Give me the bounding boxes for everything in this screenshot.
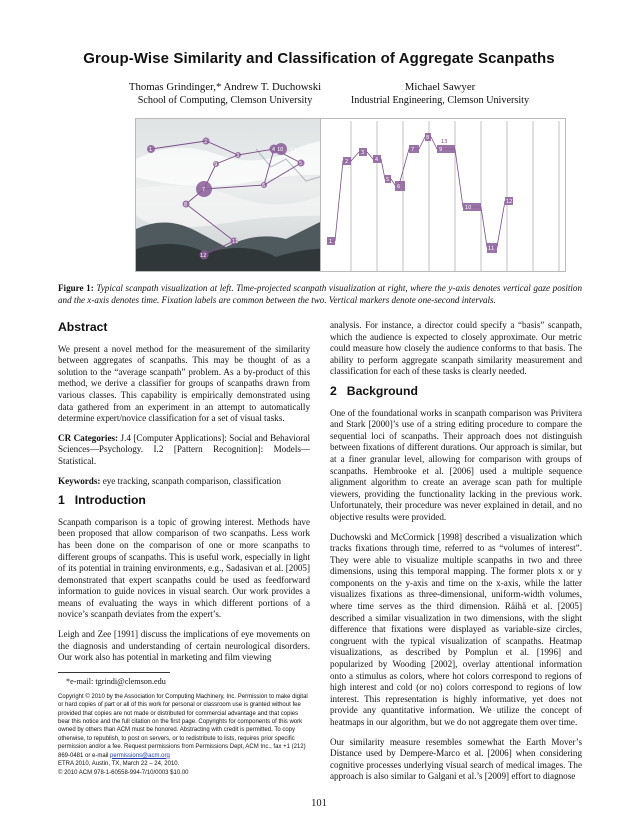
right-label-3: 3: [361, 150, 365, 156]
keywords-label: Keywords:: [58, 475, 101, 486]
background-paragraph-2: Duchowski and McCormick [1998] described a visualization which tracks fixations through time, referred to as “volumes of interest”. They were able to visualize multiple scanpaths in two and three dimensions, using this temporal mapping. The former plots x or y components on the y-axis and time on the x-axis, while the latter visualizes fixations as three-dimensional, uniform-width volumes, where time serves as the third dimension. Räihä et al. [2005] described a similar visualization in two dimensions, with the slight difference that fixations were displayed as variable-size circles, congruent with the typical visualization of scanpaths. Heatmap visualizations, as described by Pomplun et al. [1996] and popularized by Wooding [2002], overlay attentional information onto a stimulus as colors, where hot colors correspond to regions of high interest and cold (or no) colors correspond to regions of low interest. This representation is highly informative, yet does not provide any quantitative information. We utilize the concept of heatmaps in our algorithm, but we do not aggregate them over time.: [330, 531, 582, 727]
copyright-block: [58, 693, 310, 777]
right-label-7: 7: [411, 147, 415, 153]
keywords: [58, 476, 310, 488]
intro-paragraph-2: Leigh and Zee [1991] discuss the implications of eye movements on the diagnosis and understanding of certain neurological disorders. Our work also has potential in marketing and film viewing: [58, 629, 310, 663]
left-label-3: 3: [236, 153, 240, 159]
venue-text: ETRA 2010, Austin, TX, March 22 – 24, 2010.: [58, 761, 180, 768]
left-column: [58, 320, 310, 777]
author-block-2: [325, 80, 555, 108]
right-label-4: 4: [375, 157, 379, 163]
right-column: [330, 320, 582, 791]
right-label-10: 10: [465, 205, 472, 211]
cr-categories: [58, 433, 310, 468]
abstract-heading: Abstract: [58, 320, 108, 334]
author-block-1: [110, 80, 340, 108]
section-2-number: 2: [330, 383, 337, 398]
cr-categories-text: J.4 [Computer Applications]: Social and Behavioral Sciences—Psychology. I.2 [Pattern Recognition]: Models—Statistical.: [58, 432, 310, 466]
figure-right-time-projected: [320, 118, 566, 272]
time-projected-chart: [321, 119, 566, 272]
author-names-1: Thomas Grindinger,* Andrew T. Duchowski: [128, 81, 322, 93]
background-paragraph-3: Our similarity measure resembles somewhat the Earth Mover’s Distance used by Dempere-Marco et al. [2006] when considering cognitive processes underlying visual search of medical images. The approach is also similar to Galgani et al.’s [2009] effort to diagnose: [330, 736, 582, 782]
right-label-2: 2: [345, 159, 349, 165]
left-label-8: 8: [184, 202, 188, 208]
right-label-8: 8: [426, 135, 430, 141]
permissions-email-link[interactable]: permissions@acm.org: [110, 752, 170, 759]
left-label-12: 12: [200, 253, 207, 259]
left-label-4: 4: [272, 147, 276, 153]
page-number: 101: [311, 798, 327, 809]
author-affiliation-1: School of Computing, Clemson University: [137, 95, 313, 106]
footnote-separator: [58, 672, 170, 673]
paper-title: Group-Wise Similarity and Classification of Aggregate Scanpaths: [83, 50, 555, 67]
analysis-paragraph: analysis. For instance, a director could specify a “basis” scanpath, which the audience is expected to closely approximate. Our metric could measure how closely the audience conforms to that basis. The ability to perform aggregate scanpath similarity measurement and classification for each of these tasks is clearly needed.: [330, 320, 582, 377]
section-1-number: 1: [58, 493, 65, 508]
left-label-1: 1: [149, 147, 153, 153]
keywords-text: eye tracking, scanpath comparison, classification: [102, 475, 281, 486]
figure-caption-text: Typical scanpath visualization at left. Time-projected scanpath visualization at right, where the y-axis denotes vertical gaze position and the x-axis denotes time. Fixation labels are common between the two. Vertical markers denote one-second intervals.: [58, 283, 582, 305]
right-label-6: 6: [397, 184, 401, 190]
right-label-9: 9: [439, 147, 443, 153]
section-1-title: Introduction: [74, 493, 146, 508]
author-affiliation-2: Industrial Engineering, Clemson University: [350, 95, 530, 106]
figure-caption-label: Figure 1:: [58, 283, 94, 293]
left-label-9: 9: [214, 162, 218, 168]
right-label-1: 1: [329, 239, 333, 245]
left-label-6: 6: [262, 183, 266, 189]
section-1-heading: [58, 495, 310, 507]
author-names-2: Michael Sawyer: [404, 81, 476, 93]
background-paragraph-1: One of the foundational works in scanpath comparison was Privitera and Stark [2000]’s use of a string editing procedure to compare the sequential loci of scanpaths. Their approach does not distinguish between fixations of different durations. Our approach is similar, but at a finer granular level, allowing for comparison with groups of scanpaths. Hembrooke et al. [2006] used a multiple sequence alignment algorithm to create an average scan path for multiple viewers, providing the functionality lacking in the previous work. Unfortunately, their procedure was never explained in detail, and no objective results were provided.: [330, 407, 582, 522]
left-label-13: 13: [290, 148, 297, 154]
right-label-13: 13: [441, 139, 448, 145]
figure-caption: [58, 282, 582, 306]
left-label-5: 5: [299, 161, 303, 167]
copyright-text: Copyright © 2010 by the Association for Computing Machinery, Inc. Permission to make digital or hard copies of part or all of this work for personal or classroom use is granted without fee provided that copies are not made or distributed for commercial advantage and that copies bear this notice and the full citation on the first page. Copyrights for components of this work owned by others than ACM must be honored. Abstracting with credit is permitted. To copy otherwise, to republish, to post on servers, or to redistribute to lists, requires prior specific permission and/or a fee. Request permissions from Permissions Dept, ACM Inc., fax +1 (212) 869-0481 or e-mail: [58, 693, 308, 759]
right-label-11: 11: [488, 246, 495, 252]
section-2-title: Background: [346, 383, 418, 398]
footnote-email: *e-mail: tgrindi@clemson.edu: [66, 676, 166, 686]
right-label-12: 12: [506, 199, 513, 205]
left-label-7: 7: [202, 187, 206, 193]
cr-categories-label: CR Categories:: [58, 432, 119, 443]
section-2-heading: [330, 383, 582, 398]
isbn-text: © 2010 ACM 978-1-60558-994-7/10/0003 $10.00: [58, 769, 189, 776]
left-label-2: 2: [204, 139, 208, 145]
left-label-11: 11: [232, 239, 239, 245]
abstract-text: We present a novel method for the measurement of the similarity between aggregates of scanpaths. This may be thought of as a solution to the “average scanpath” problem. As a by-product of this method, we derive a classifier for groups of scanpaths drawn from various classes. This capability is empirically demonstrated using data gathered from an experiment in an attempt to automatically determine expert/novice classification for a set of visual tasks.: [58, 343, 310, 424]
intro-paragraph-1: Scanpath comparison is a topic of growing interest. Methods have been proposed that allow comparison of two scanpaths. Less work has been done on the comparison of one or more scanpaths to different groups of scanpaths. This is useful work, especially in light of its potential in training environments, e.g., Sadasivan et al. [2005] demonstrated that expert scanpaths could be used as feedforward information to guide novices in visual search. Our work provides a means of evaluating the ways in which different portions of a novice’s scanpath deviates from the expert’s.: [58, 516, 310, 620]
right-label-5: 5: [386, 177, 390, 183]
left-label-10: 10: [277, 147, 284, 153]
